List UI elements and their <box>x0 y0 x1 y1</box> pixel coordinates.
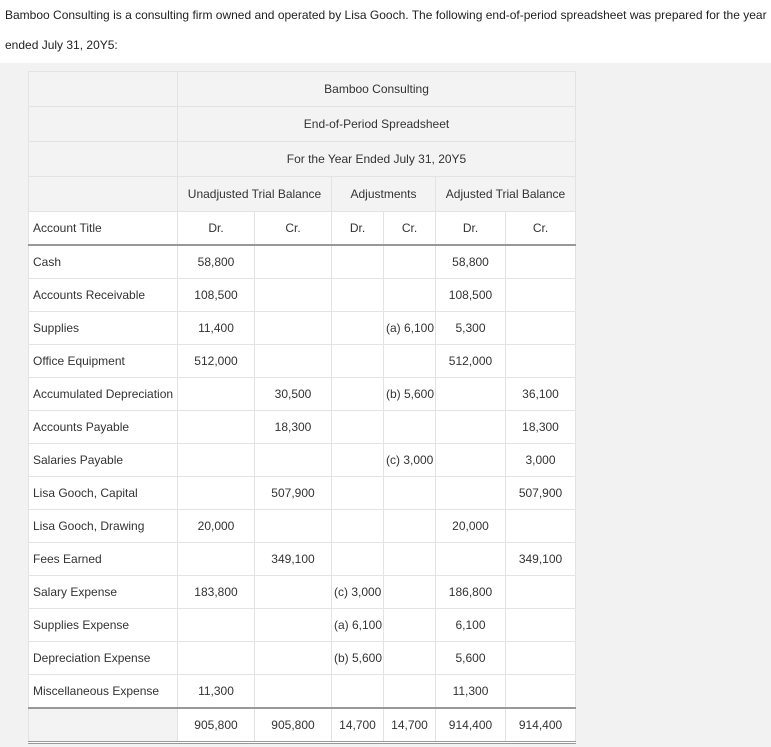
account-title-cell: Supplies Expense <box>29 609 178 642</box>
account-title-cell: Depreciation Expense <box>29 642 178 675</box>
account-title-cell: Accounts Payable <box>29 411 178 444</box>
account-title-cell: Cash <box>29 245 178 279</box>
cell-utb-cr: 30,500 <box>255 378 332 411</box>
table-row <box>29 675 576 709</box>
cell-adj-cr <box>384 510 436 543</box>
cell-adj-dr <box>332 378 384 411</box>
cell-adj-cr <box>384 675 436 709</box>
cell-atb-dr <box>436 444 506 477</box>
table-row <box>29 444 576 477</box>
col-utb-dr: Dr. <box>178 212 255 246</box>
col-atb-cr: Cr. <box>506 212 576 246</box>
cell-utb-dr <box>178 609 255 642</box>
cell-utb-dr <box>178 477 255 510</box>
sheet-period: For the Year Ended July 31, 20Y5 <box>178 142 576 177</box>
intro-text <box>5 0 771 60</box>
cell-utb-cr <box>255 345 332 378</box>
company-row <box>29 72 576 107</box>
cell-atb-dr <box>436 477 506 510</box>
cell-adj-dr <box>332 477 384 510</box>
cell-adj-dr: (b) 5,600 <box>332 642 384 675</box>
cell-utb-cr <box>255 245 332 279</box>
cell-adj-cr: (b) 5,600 <box>384 378 436 411</box>
cell-utb-cr <box>255 279 332 312</box>
table-row <box>29 245 576 279</box>
cell-adj-dr <box>332 411 384 444</box>
table-row <box>29 576 576 609</box>
cell-utb-dr <box>178 444 255 477</box>
end-of-period-spreadsheet <box>28 71 576 744</box>
cell-atb-dr: 6,100 <box>436 609 506 642</box>
cell-adj-dr <box>332 444 384 477</box>
cell-atb-cr <box>506 312 576 345</box>
cell-adj-cr <box>384 543 436 576</box>
col-account-title: Account Title <box>29 212 178 246</box>
cell-utb-cr <box>255 510 332 543</box>
cell-adj-cr <box>384 279 436 312</box>
totals-row <box>29 708 576 743</box>
cell-utb-cr <box>255 642 332 675</box>
total-adj-cr: 14,700 <box>384 708 436 743</box>
cell-atb-cr: 349,100 <box>506 543 576 576</box>
cell-atb-dr: 5,300 <box>436 312 506 345</box>
account-title-cell: Salary Expense <box>29 576 178 609</box>
cell-adj-dr <box>332 675 384 709</box>
account-title-cell: Accounts Receivable <box>29 279 178 312</box>
cell-adj-dr: (a) 6,100 <box>332 609 384 642</box>
col-adj-dr: Dr. <box>332 212 384 246</box>
intro-line-1: Bamboo Consulting is a consulting firm owned and operated by Lisa Gooch. The following end-of-period spreadsheet was prepared for the year <box>5 8 767 22</box>
total-utb-dr: 905,800 <box>178 708 255 743</box>
table-row <box>29 411 576 444</box>
table-row <box>29 642 576 675</box>
cell-adj-cr <box>384 477 436 510</box>
cell-utb-cr <box>255 444 332 477</box>
account-title-cell: Supplies <box>29 312 178 345</box>
cell-utb-cr <box>255 609 332 642</box>
cell-utb-dr <box>178 543 255 576</box>
cell-atb-dr: 11,300 <box>436 675 506 709</box>
account-title-cell: Lisa Gooch, Capital <box>29 477 178 510</box>
cell-atb-dr: 512,000 <box>436 345 506 378</box>
cell-atb-cr <box>506 510 576 543</box>
cell-atb-cr <box>506 642 576 675</box>
account-title-cell: Lisa Gooch, Drawing <box>29 510 178 543</box>
account-title-cell: Office Equipment <box>29 345 178 378</box>
cell-utb-cr <box>255 576 332 609</box>
cell-utb-dr: 183,800 <box>178 576 255 609</box>
cell-utb-dr: 11,400 <box>178 312 255 345</box>
cell-utb-dr <box>178 411 255 444</box>
sheet-title: End-of-Period Spreadsheet <box>178 107 576 142</box>
cell-utb-cr: 507,900 <box>255 477 332 510</box>
cell-adj-cr <box>384 642 436 675</box>
cell-atb-dr <box>436 378 506 411</box>
total-atb-cr: 914,400 <box>506 708 576 743</box>
cell-atb-cr: 36,100 <box>506 378 576 411</box>
account-title-cell: Salaries Payable <box>29 444 178 477</box>
cell-atb-dr <box>436 411 506 444</box>
account-title-cell: Miscellaneous Expense <box>29 675 178 709</box>
cell-adj-dr <box>332 279 384 312</box>
cell-adj-cr <box>384 411 436 444</box>
cell-utb-dr: 20,000 <box>178 510 255 543</box>
cell-utb-dr <box>178 642 255 675</box>
cell-utb-cr <box>255 312 332 345</box>
column-header-row <box>29 212 576 246</box>
table-row <box>29 543 576 576</box>
cell-adj-dr: (c) 3,000 <box>332 576 384 609</box>
col-atb-dr: Dr. <box>436 212 506 246</box>
cell-atb-cr <box>506 675 576 709</box>
table-row <box>29 609 576 642</box>
cell-utb-cr: 349,100 <box>255 543 332 576</box>
table-row <box>29 510 576 543</box>
group-adjustments: Adjustments <box>332 177 436 212</box>
account-title-cell: Fees Earned <box>29 543 178 576</box>
cell-adj-cr <box>384 245 436 279</box>
cell-atb-dr: 108,500 <box>436 279 506 312</box>
cell-utb-dr: 512,000 <box>178 345 255 378</box>
cell-adj-dr <box>332 510 384 543</box>
cell-atb-cr <box>506 279 576 312</box>
cell-utb-dr: 108,500 <box>178 279 255 312</box>
col-adj-cr: Cr. <box>384 212 436 246</box>
cell-utb-dr: 11,300 <box>178 675 255 709</box>
total-utb-cr: 905,800 <box>255 708 332 743</box>
col-utb-cr: Cr. <box>255 212 332 246</box>
cell-utb-cr: 18,300 <box>255 411 332 444</box>
cell-atb-cr: 507,900 <box>506 477 576 510</box>
cell-atb-dr: 58,800 <box>436 245 506 279</box>
intro-line-2: ended July 31, 20Y5: <box>5 38 118 52</box>
cell-atb-cr <box>506 345 576 378</box>
cell-atb-cr <box>506 576 576 609</box>
title-row <box>29 107 576 142</box>
table-row <box>29 279 576 312</box>
company-name: Bamboo Consulting <box>178 72 576 107</box>
group-adjusted: Adjusted Trial Balance <box>436 177 576 212</box>
table-row <box>29 312 576 345</box>
cell-adj-dr <box>332 312 384 345</box>
cell-atb-cr <box>506 245 576 279</box>
table-row <box>29 378 576 411</box>
cell-utb-cr <box>255 675 332 709</box>
cell-adj-cr <box>384 609 436 642</box>
cell-adj-dr <box>332 345 384 378</box>
total-adj-dr: 14,700 <box>332 708 384 743</box>
period-row <box>29 142 576 177</box>
cell-adj-dr <box>332 245 384 279</box>
cell-atb-dr: 186,800 <box>436 576 506 609</box>
cell-adj-dr <box>332 543 384 576</box>
cell-atb-cr: 18,300 <box>506 411 576 444</box>
total-atb-dr: 914,400 <box>436 708 506 743</box>
cell-atb-cr: 3,000 <box>506 444 576 477</box>
cell-utb-dr: 58,800 <box>178 245 255 279</box>
cell-adj-cr: (a) 6,100 <box>384 312 436 345</box>
account-title-cell: Accumulated Depreciation <box>29 378 178 411</box>
cell-atb-dr: 20,000 <box>436 510 506 543</box>
group-unadjusted: Unadjusted Trial Balance <box>178 177 332 212</box>
cell-utb-dr <box>178 378 255 411</box>
cell-atb-dr <box>436 543 506 576</box>
cell-adj-cr <box>384 345 436 378</box>
table-row <box>29 345 576 378</box>
cell-adj-cr: (c) 3,000 <box>384 444 436 477</box>
cell-atb-cr <box>506 609 576 642</box>
table-row <box>29 477 576 510</box>
group-header-row <box>29 177 576 212</box>
cell-atb-dr: 5,600 <box>436 642 506 675</box>
cell-adj-cr <box>384 576 436 609</box>
